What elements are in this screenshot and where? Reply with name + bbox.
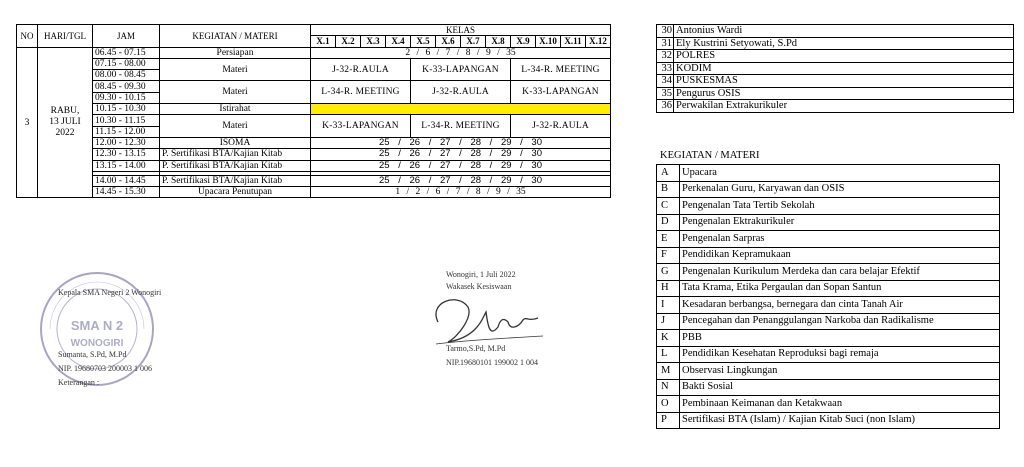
list-item — [657, 363, 1000, 380]
header-kegiatan: KEGIATAN / MATERI — [160, 25, 311, 48]
kegiatan-desc: Pengenalan Tata Tertib Sekolah — [680, 198, 1000, 215]
jam-cell: 12.00 - 12.30 — [93, 137, 160, 148]
day-line: RABU, — [50, 106, 80, 117]
header-no: NO — [17, 25, 38, 48]
kegiatan-legend-table — [656, 164, 1000, 429]
kegiatan-cell: Istirahat — [160, 104, 311, 115]
keterangan-label: Keterangan : — [58, 378, 100, 387]
kegiatan-desc: Observasi Lingkungan — [680, 363, 1000, 380]
kegiatan-cell: ISOMA — [160, 137, 311, 148]
break-highlight — [311, 104, 611, 115]
room-cell: J-32-R.AULA — [311, 58, 411, 81]
room-cell: L-34-R. MEETING — [511, 58, 611, 81]
list-number: 33 — [657, 62, 674, 75]
kelas-cell: 25 / 26 / 27 / 28 / 29 / 30 — [311, 137, 611, 148]
kelas-col: X.9 — [511, 36, 536, 47]
list-item — [657, 198, 1000, 215]
kegiatan-cell: Materi — [160, 115, 311, 138]
jam-cell: 11.15 - 12.00 — [93, 126, 160, 137]
kegiatan-code: M — [657, 363, 680, 380]
list-item — [657, 87, 1014, 100]
list-item — [657, 297, 1000, 314]
list-item — [657, 280, 1000, 297]
kegiatan-cell: Materi — [160, 58, 311, 81]
svg-text:WONOGIRI: WONOGIRI — [70, 338, 124, 349]
list-name: Ely Kustrini Setyowati, S.Pd — [674, 37, 1014, 50]
list-item — [657, 25, 1014, 38]
list-item — [657, 264, 1000, 281]
table-row — [17, 149, 611, 160]
header-jam: JAM — [93, 25, 160, 48]
table-row — [17, 81, 611, 92]
jam-cell: 08.45 - 09.30 — [93, 81, 160, 92]
list-item — [657, 330, 1000, 347]
room-cell: J-32-R.AULA — [411, 81, 511, 104]
schedule-table — [16, 24, 611, 198]
kegiatan-desc: PBB — [680, 330, 1000, 347]
list-item — [657, 379, 1000, 396]
kegiatan-cell: P. Sertifikasi BTA/Kajian Kitab — [160, 160, 311, 171]
list-item — [657, 247, 1000, 264]
room-cell: L-34-R. MEETING — [311, 81, 411, 104]
kegiatan-desc: Pengenalan Ektrakurikuler — [680, 214, 1000, 231]
list-name: KODIM — [674, 62, 1014, 75]
kegiatan-desc: Tata Krama, Etika Pergaulan dan Sopan Santun — [680, 280, 1000, 297]
room-cell: L-34-R. MEETING — [411, 115, 511, 138]
table-row — [17, 160, 611, 171]
kegiatan-desc: Perkenalan Guru, Karyawan dan OSIS — [680, 181, 1000, 198]
list-item — [657, 100, 1014, 113]
kegiatan-code: F — [657, 247, 680, 264]
day-line: 2022 — [55, 128, 75, 139]
resource-list-table — [656, 24, 1014, 113]
list-number: 31 — [657, 37, 674, 50]
jam-cell: 06.45 - 07.15 — [93, 47, 160, 58]
kegiatan-code: E — [657, 231, 680, 248]
table-row — [17, 115, 611, 126]
kegiatan-cell: P. Sertifikasi BTA/Kajian Kitab — [160, 149, 311, 160]
table-row — [17, 47, 611, 58]
kegiatan-desc: Sertifikasi BTA (Islam) / Kajian Kitab Suci (non Islam) — [680, 412, 1000, 429]
kelas-col: X.5 — [411, 36, 436, 47]
day-line: 13 JULI — [49, 117, 81, 128]
kegiatan-code: O — [657, 396, 680, 413]
room-cell: J-32-R.AULA — [511, 115, 611, 138]
jam-cell: 14.45 - 15.30 — [93, 187, 160, 198]
header-hari-tgl: HARI/TGL — [38, 25, 93, 48]
svg-text:SMA N 2: SMA N 2 — [70, 318, 124, 333]
kegiatan-desc: Pembinaan Keimanan dan Ketakwaan — [680, 396, 1000, 413]
kegiatan-cell: Upacara Penutupan — [160, 187, 311, 198]
table-row — [17, 175, 611, 186]
kelas-col: X.4 — [386, 36, 411, 47]
kegiatan-code: C — [657, 198, 680, 215]
kelas-cell: 25 / 26 / 27 / 28 / 29 / 30 — [311, 149, 611, 160]
kegiatan-code: A — [657, 165, 680, 182]
principal-name: Sumanta, S.Pd, M.Pd — [58, 350, 127, 359]
kegiatan-code: L — [657, 346, 680, 363]
kegiatan-code: B — [657, 181, 680, 198]
kelas-col: X.12 — [586, 36, 611, 47]
kelas-cell: 25 / 26 / 27 / 28 / 29 / 30 — [311, 175, 611, 186]
list-name: Antonius Wardi — [674, 25, 1014, 38]
list-name: PUSKESMAS — [674, 75, 1014, 88]
jam-cell: 08.00 - 08.45 — [93, 70, 160, 81]
list-item — [657, 346, 1000, 363]
table-row — [17, 187, 611, 198]
kegiatan-desc: Bakti Sosial — [680, 379, 1000, 396]
kelas-cell: 25 / 26 / 27 / 28 / 29 / 30 — [311, 160, 611, 171]
jam-cell: 10.30 - 11.15 — [93, 115, 160, 126]
list-item — [657, 231, 1000, 248]
jam-cell: 07.15 - 08.00 — [93, 58, 160, 69]
room-cell: K-33-LAPANGAN — [311, 115, 411, 138]
handwritten-signature — [428, 292, 548, 352]
kegiatan-desc: Pengenalan Kurikulum Merdeka dan cara belajar Efektif — [680, 264, 1000, 281]
place-date: Wonogiri, 1 Juli 2022 — [446, 270, 516, 279]
kegiatan-code: H — [657, 280, 680, 297]
kegiatan-code: D — [657, 214, 680, 231]
jam-cell: 09.30 - 10.15 — [93, 92, 160, 103]
kegiatan-code: N — [657, 379, 680, 396]
kegiatan-desc: Upacara — [680, 165, 1000, 182]
kelas-col: X.6 — [436, 36, 461, 47]
kelas-cell: 2 / 6 / 7 / 8 / 9 / 35 — [311, 47, 611, 58]
vice-principal-nip: NIP.19680101 199002 1 004 — [446, 358, 539, 367]
list-item — [657, 181, 1000, 198]
list-name: Perwakilan Extrakurikuler — [674, 100, 1014, 113]
list-number: 34 — [657, 75, 674, 88]
day-date-cell — [38, 47, 93, 198]
kegiatan-code: P — [657, 412, 680, 429]
kelas-col: X.10 — [536, 36, 561, 47]
kegiatan-cell: Materi — [160, 81, 311, 104]
row-number: 3 — [17, 47, 38, 198]
list-item — [657, 165, 1000, 182]
room-cell: K-33-LAPANGAN — [511, 81, 611, 104]
vice-principal-title: Wakasek Kesiswaan — [446, 282, 512, 291]
kegiatan-code: I — [657, 297, 680, 314]
kelas-col: X.7 — [461, 36, 486, 47]
jam-cell: 12.30 - 13.15 — [93, 149, 160, 160]
list-item — [657, 37, 1014, 50]
table-row — [17, 137, 611, 148]
kelas-col: X.8 — [486, 36, 511, 47]
kegiatan-desc: Pengenalan Sarpras — [680, 231, 1000, 248]
kegiatan-desc: Pendidikan Kesehatan Reproduksi bagi remaja — [680, 346, 1000, 363]
list-item — [657, 412, 1000, 429]
table-row — [17, 58, 611, 69]
kelas-col: X.1 — [311, 36, 336, 47]
list-item — [657, 75, 1014, 88]
list-number: 30 — [657, 25, 674, 38]
list-item — [657, 50, 1014, 63]
list-number: 35 — [657, 87, 674, 100]
kegiatan-code: J — [657, 313, 680, 330]
list-name: POLRES — [674, 50, 1014, 63]
principal-nip: NIP. 19680703 200003 1 006 — [58, 364, 153, 373]
kegiatan-desc: Pendidikan Kepramukaan — [680, 247, 1000, 264]
kegiatan-cell: Persiapan — [160, 47, 311, 58]
list-item — [657, 62, 1014, 75]
list-item — [657, 313, 1000, 330]
kegiatan-code: K — [657, 330, 680, 347]
kegiatan-cell: P. Sertifikasi BTA/Kajian Kitab — [160, 175, 311, 186]
kelas-col: X.2 — [336, 36, 361, 47]
kelas-cell: 1 / 2 / 6 / 7 / 8 / 9 / 35 — [311, 187, 611, 198]
kelas-col: X.11 — [561, 36, 586, 47]
vice-principal-name: Tarmo,S.Pd, M.Pd — [446, 344, 506, 353]
list-name: Pengurus OSIS — [674, 87, 1014, 100]
room-cell: K-33-LAPANGAN — [411, 58, 511, 81]
table-row — [17, 104, 611, 115]
list-item — [657, 396, 1000, 413]
kegiatan-code: G — [657, 264, 680, 281]
header-kelas: KELAS — [311, 25, 611, 36]
list-item — [657, 214, 1000, 231]
list-number: 32 — [657, 50, 674, 63]
kegiatan-desc: Kesadaran berbangsa, bernegara dan cinta Tanah Air — [680, 297, 1000, 314]
jam-cell: 14.00 - 14.45 — [93, 175, 160, 186]
kelas-col: X.3 — [361, 36, 386, 47]
principal-title: Kepala SMA Negeri 2 Wonogiri — [58, 288, 162, 297]
kegiatan-title: KEGIATAN / MATERI — [660, 150, 760, 161]
jam-cell: 13.15 - 14.00 — [93, 160, 160, 171]
jam-cell: 10.15 - 10.30 — [93, 104, 160, 115]
kegiatan-desc: Pencegahan dan Penanggulangan Narkoba dan Radikalisme — [680, 313, 1000, 330]
list-number: 36 — [657, 100, 674, 113]
